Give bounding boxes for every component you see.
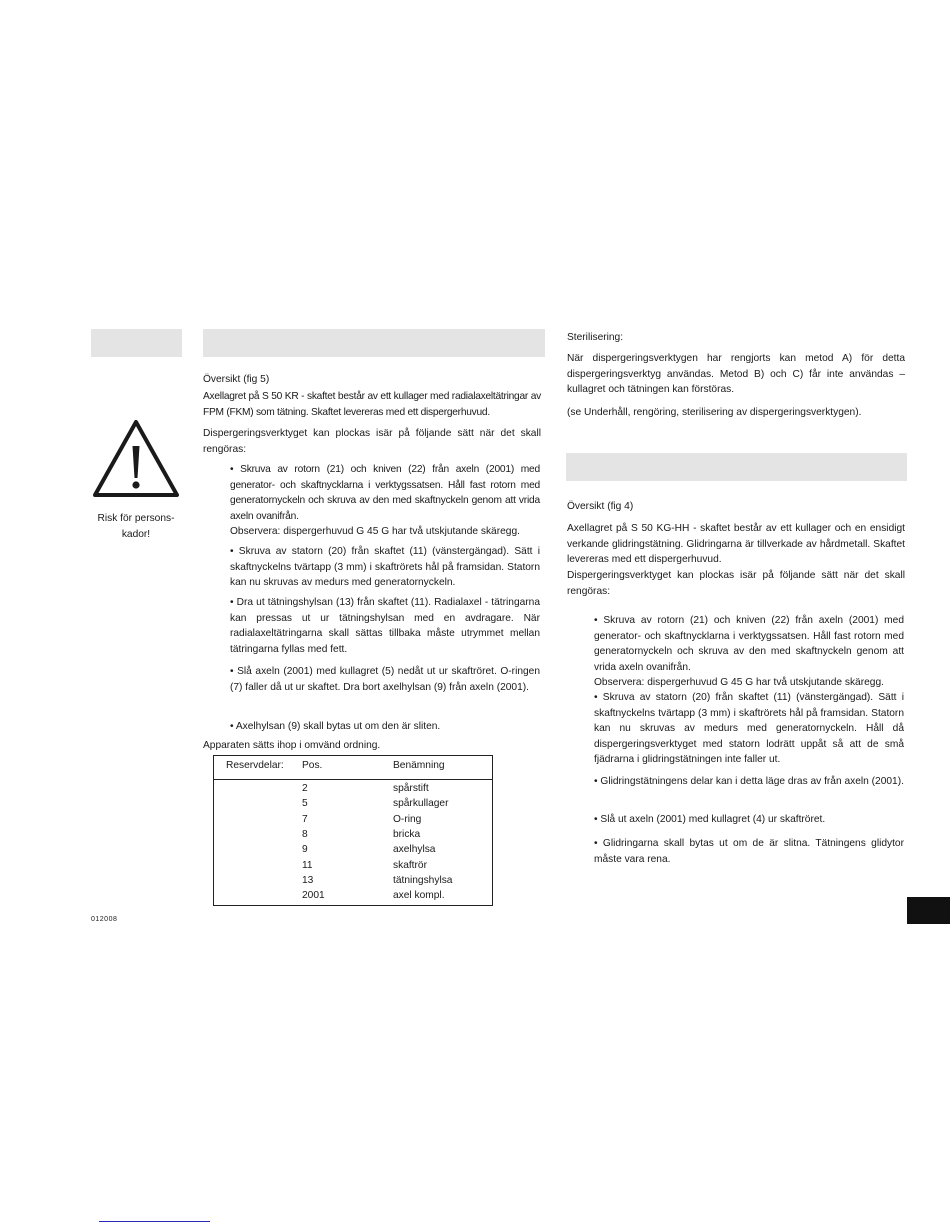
part-name: spårkullager [393,798,449,809]
right-overview-heading: Översikt (fig 4) [567,501,634,512]
table-row [214,873,492,889]
part-pos: 9 [302,844,308,855]
part-name: skaftrör [393,860,427,871]
sterilization-heading: Sterilisering: [567,332,624,343]
left-step-seal-sleeve: • Dra ut tätningshylsan (13) från skaftet (11). Radialaxel - tätringarna kan pressas ut ur tätningshylsan med en avdragare. När radialaxeltätringarna skall sättas tillbaka måste utrymmet mellan tätringarna fyllas med fett. [230,597,540,655]
part-pos: 7 [302,814,308,825]
left-step-shaft: • Slå axeln (2001) med kullagret (5) nedåt ut ur skaftröret. O-ringen (7) faller då ut ur skaftet. Dra bort axelhylsan (9) från axeln (2001). [230,666,540,693]
warning-triangle-icon [91,418,181,500]
warning-sign [91,418,181,500]
spare-parts-header-name: Benämning [393,760,445,771]
page-edge-tab [907,897,950,924]
part-pos: 5 [302,798,308,809]
part-name: spårstift [393,783,429,794]
right-section-heading-bar [566,453,907,481]
table-row [214,858,492,874]
warning-caption-line2: kador! [121,528,151,540]
right-step-shaft: • Slå ut axeln (2001) med kullagret (4) ur skaftröret. [594,814,826,825]
part-pos: 11 [302,860,313,871]
right-step-rotor-note: Observera: dispergerhuvud G 45 G har två utskjutande skäregg. [594,677,884,688]
part-pos: 2001 [302,890,325,901]
bottom-link-underline [99,1221,210,1222]
part-name: tätningshylsa [393,875,453,886]
left-intro-paragraph: Axellagret på S 50 KR - skaftet består av ett kullager med radialaxeltätringar av FPM (FKM) som tätning. Skaftet levereras med ett dispergerhuvud. [203,391,541,418]
table-row [214,842,492,858]
left-step-rotor: • Skruva av rotorn (21) och kniven (22) från axeln (2001) med generator- och skaftnycklarna i verktygssatsen. Håll fast rotorn med generatornyckeln och skruva av den med skaftnyckeln genom att vrida axeln ovanifrån. [230,464,540,522]
right-step-stator: • Skruva av statorn (20) från skaftet (11) (vänstergängad). Sätt i skaftnyckelns tvärtapp (3 mm) i skaftrörets hål på framsidan. Statorn kan nu skruvas av medurs med generatornyckeln. Håll då dispergeringsverktyget med statorn lodrätt uppåt så att de små fjädrarna i glidringstätningen inte faller ut. [594,692,904,766]
table-row [214,827,492,843]
left-step-axle-sleeve: • Axelhylsan (9) skall bytas ut om den är sliten. [230,721,441,732]
right-step-rings: • Glidringarna skall bytas ut om de är slitna. Tätningens glidytor måste vara rena. [594,838,904,865]
table-row [214,781,492,797]
right-step-seal-parts: • Glidringstätningens delar kan i detta läge dras av från axeln (2001). [594,776,904,787]
part-pos: 13 [302,875,314,886]
left-step-rotor-note: Observera: dispergerhuvud G 45 G har två utskjutande skäregg. [230,526,520,537]
left-overview-heading: Översikt (fig 5) [203,374,270,385]
sidebar-heading-bar [91,329,182,357]
table-row [214,796,492,812]
left-assembly-note: Apparaten sätts ihop i omvänd ordning. [203,740,381,751]
warning-caption [76,511,196,542]
spare-parts-table [213,755,493,906]
part-name: bricka [393,829,421,840]
part-name: axelhylsa [393,844,436,855]
right-step-rotor: • Skruva av rotorn (21) och kniven (22) från axeln (2001) med generator- och skaftnycklarna i verktygssatsen. Håll fast rotorn med generatornyckeln och skruva av den med skaftnyckeln genom att vrida axeln ovanifrån. [594,615,904,673]
right-cleaning-intro: Dispergeringsverktyget kan plockas isär på följande sätt när det skall rengöras: [567,570,905,597]
table-row [214,812,492,828]
spare-parts-header-label: Reservdelar: [226,760,284,771]
part-name: O-ring [393,814,422,825]
spare-parts-header-pos: Pos. [302,760,323,771]
part-name: axel kompl. [393,890,445,901]
spare-parts-header [214,756,492,780]
table-row [214,888,492,904]
part-pos: 8 [302,829,308,840]
warning-caption-line1: Risk för persons- [97,513,175,524]
left-step-stator: • Skruva av statorn (20) från skaftet (11) (vänstergängad). Sätt i skaftnyckelns tvärtapp (3 mm) i skaftrörets hål på framsidan. Statorn kan nu skruvas av medurs med generatornyckeln. [230,546,540,589]
left-cleaning-intro: Dispergeringsverktyget kan plockas isär på följande sätt när det skall rengöras: [203,428,541,455]
left-section-heading-bar [203,329,545,357]
document-code: 012008 [91,916,118,923]
right-intro-paragraph: Axellagret på S 50 KG-HH - skaftet består av ett kullager och en ensidigt verkande glidringstätning. Glidringarna är tillverkade av hårdmetall. Skaftet levereras med ett dispergerhuvud. [567,523,905,566]
sterilization-paragraph: När dispergeringsverktygen har rengjorts kan metod A) för detta dispergeringsverktyg användas. Metod B) och C) får inte användas – kullagret och tätningen kan förstöras. [567,353,905,396]
part-pos: 2 [302,783,308,794]
sterilization-reference: (se Underhåll, rengöring, sterilisering av dispergeringsverktygen). [567,407,862,418]
